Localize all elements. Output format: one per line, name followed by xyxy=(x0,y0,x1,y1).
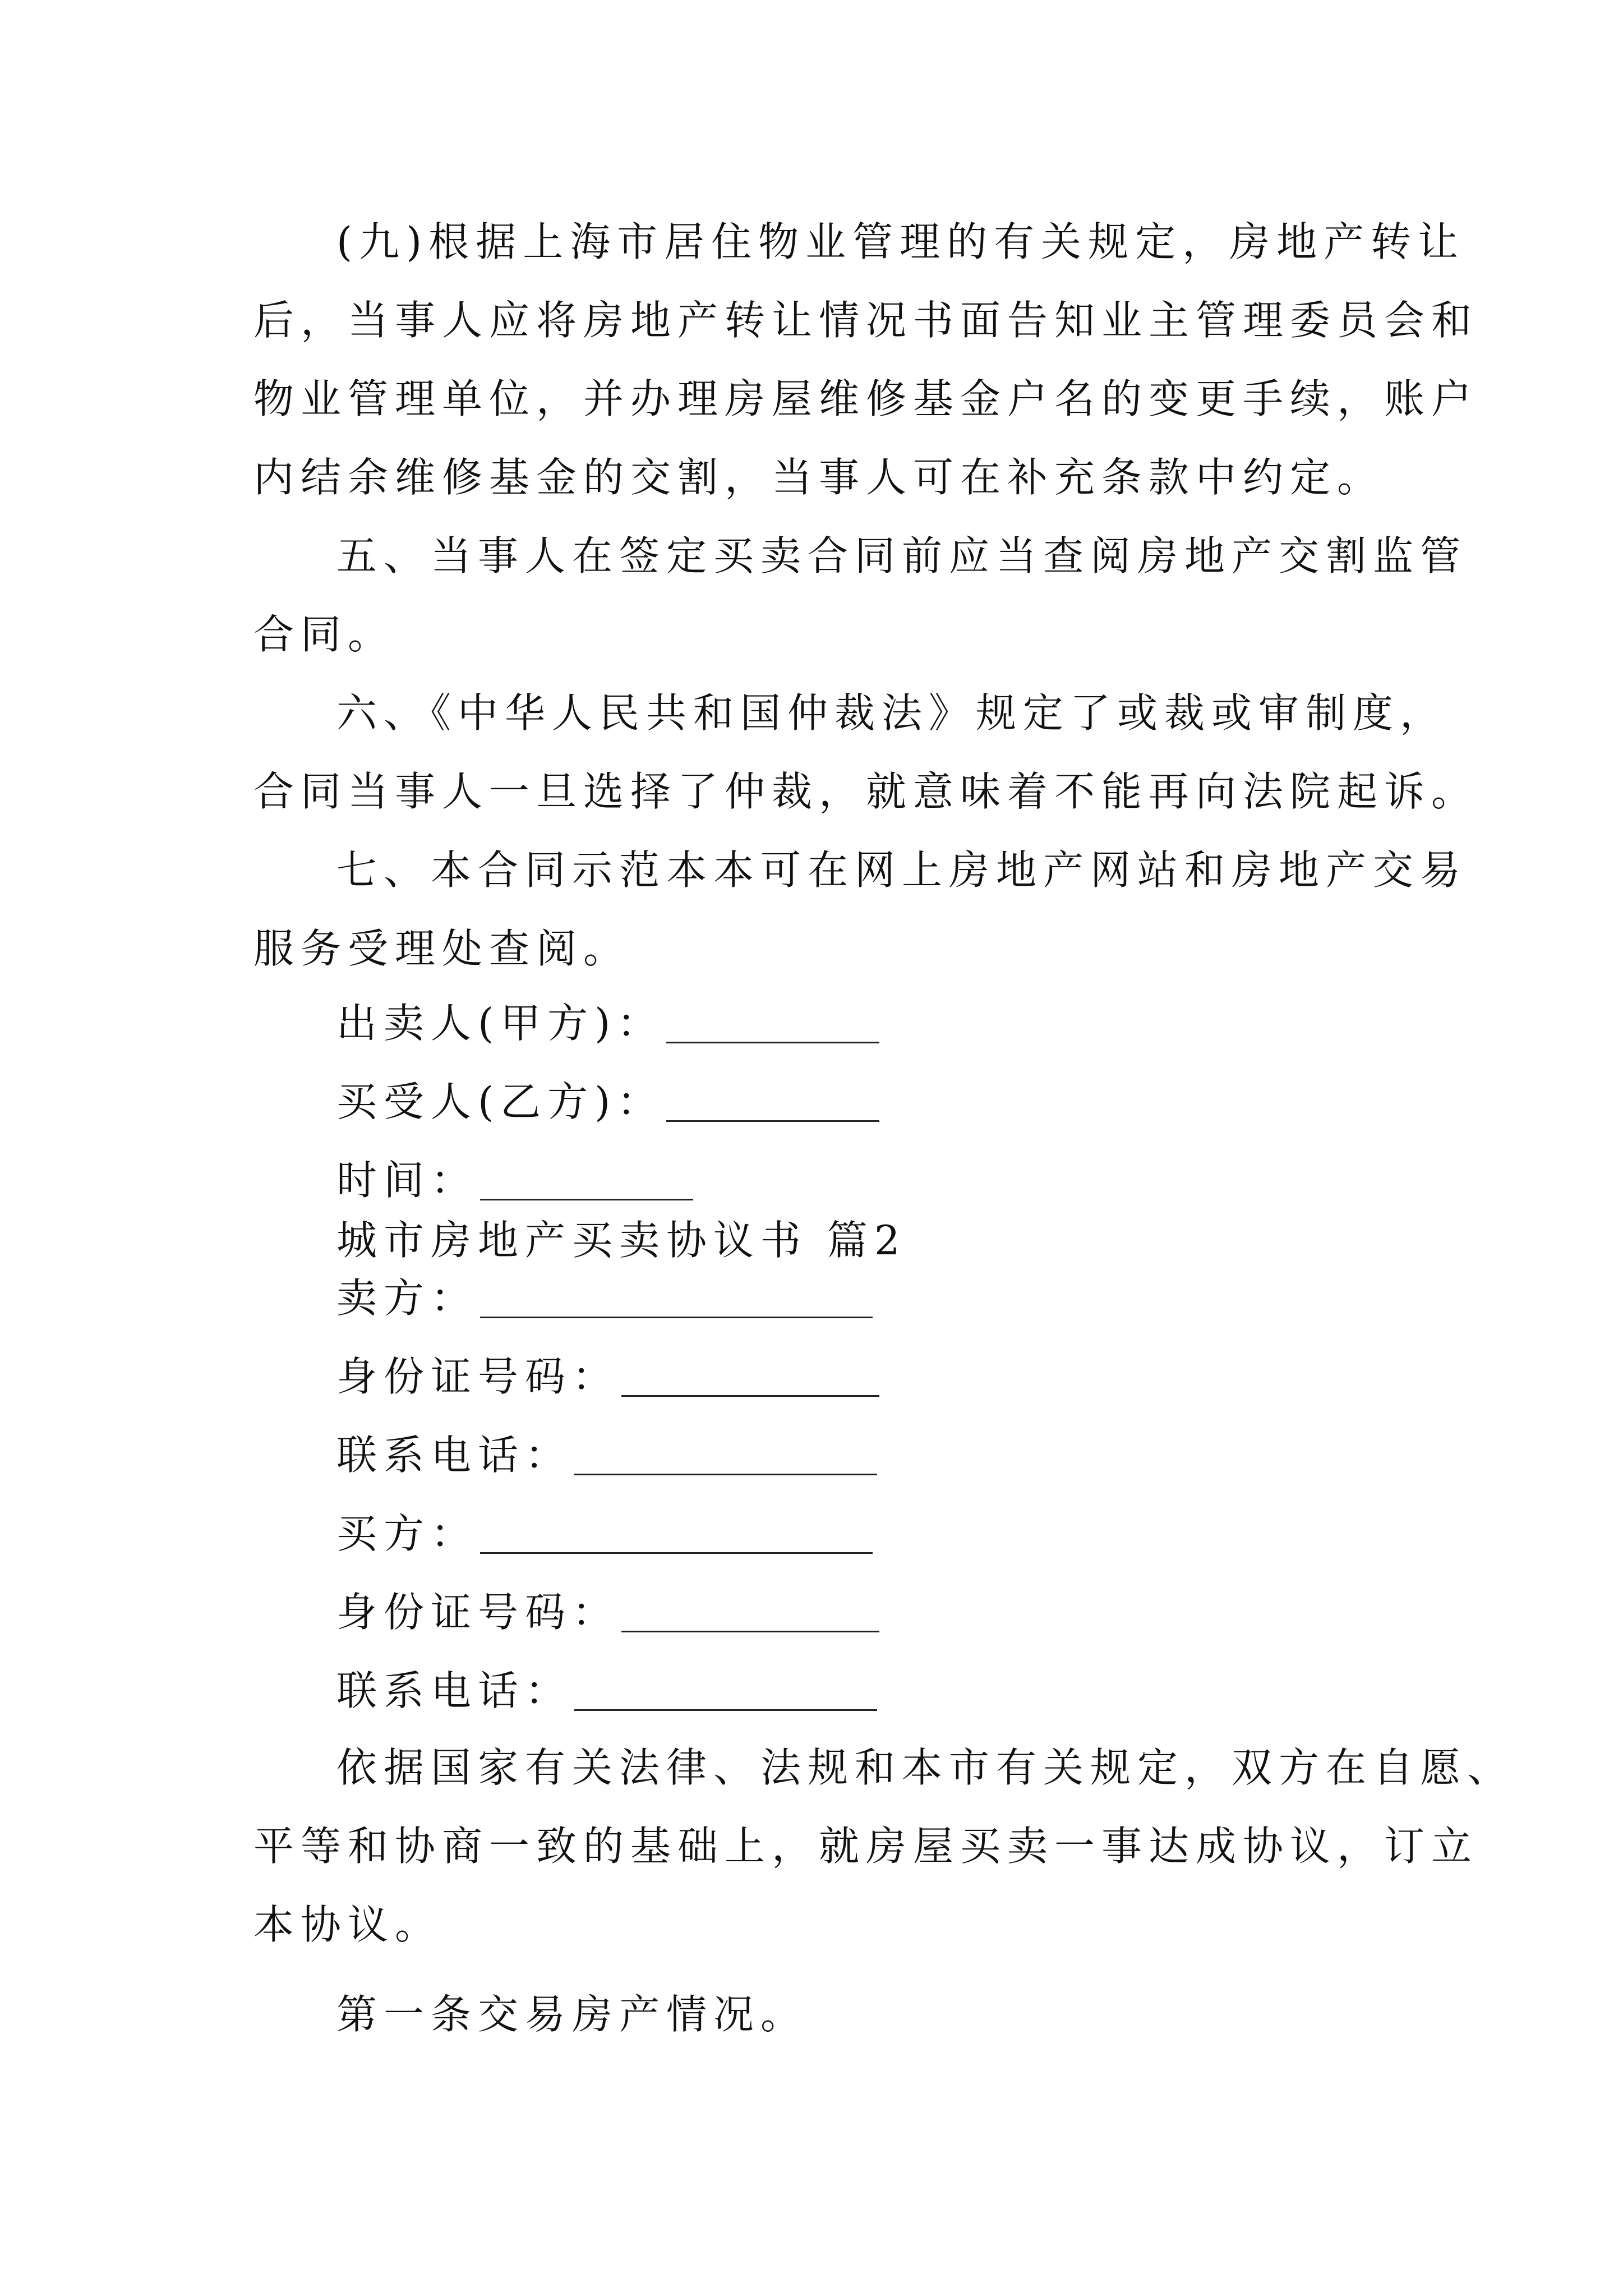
paragraph-line: 内结余维修基金的交割，当事人可在补充条款中约定。 xyxy=(253,454,1385,501)
paragraph-line: 合同当事人一旦选择了仲裁，就意味着不能再向法院起诉。 xyxy=(253,768,1479,815)
signature-field-time xyxy=(336,1150,693,1204)
party-field-seller-phone xyxy=(336,1425,877,1479)
field-label: 买方： xyxy=(336,1510,478,1557)
paragraph-line: 服务受理处查阅。 xyxy=(253,925,631,972)
paragraph-line: 依据国家有关法律、法规和本市有关规定，双方在自愿、 xyxy=(336,1744,1515,1791)
field-label: 身份证号码： xyxy=(336,1589,620,1636)
blank-line[interactable] xyxy=(621,1361,879,1397)
party-field-seller xyxy=(336,1268,873,1322)
field-label: 联系电话： xyxy=(336,1667,573,1714)
blank-line[interactable] xyxy=(574,1676,877,1711)
party-field-seller-id xyxy=(336,1346,879,1400)
section-title: 城市房地产买卖协议书 篇2 xyxy=(336,1217,907,1264)
paragraph-line: 七、本合同示范本本可在网上房地产网站和房地产交易 xyxy=(336,846,1468,894)
field-label: 买受人(乙方)： xyxy=(336,1078,665,1125)
blank-line[interactable] xyxy=(621,1597,879,1632)
field-label: 卖方： xyxy=(336,1274,478,1322)
blank-line[interactable] xyxy=(480,1519,873,1554)
party-field-buyer-id xyxy=(336,1582,879,1636)
signature-field-seller xyxy=(336,993,879,1047)
blank-line[interactable] xyxy=(666,1008,879,1043)
paragraph-line: 六、《中华人民共和国仲裁法》规定了或裁或审制度， xyxy=(336,689,1447,737)
paragraph-line: 后，当事人应将房地产转让情况书面告知业主管理委员会和 xyxy=(253,297,1479,344)
blank-line[interactable] xyxy=(666,1087,879,1122)
paragraph-line: 平等和协商一致的基础上，就房屋买卖一事达成协议，订立 xyxy=(253,1823,1479,1870)
field-label: 时间： xyxy=(336,1157,478,1204)
party-field-buyer-phone xyxy=(336,1660,877,1714)
paragraph-line: 第一条交易房产情况。 xyxy=(336,1991,808,2038)
field-label: 身份证号码： xyxy=(336,1353,620,1400)
paragraph-line: (九)根据上海市居住物业管理的有关规定，房地产转让 xyxy=(336,218,1465,265)
field-label: 联系电话： xyxy=(336,1432,573,1479)
paragraph-line: 物业管理单位，并办理房屋维修基金户名的变更手续，账户 xyxy=(253,375,1479,422)
paragraph-line: 五、当事人在签定买卖合同前应当查阅房地产交割监管 xyxy=(336,532,1468,579)
paragraph-line: 本协议。 xyxy=(253,1901,442,1948)
blank-line[interactable] xyxy=(480,1165,693,1200)
field-label: 出卖人(甲方)： xyxy=(336,1000,665,1047)
party-field-buyer xyxy=(336,1503,873,1557)
blank-line[interactable] xyxy=(574,1440,877,1475)
signature-field-buyer xyxy=(336,1071,879,1125)
paragraph-line: 合同。 xyxy=(253,611,395,658)
blank-line[interactable] xyxy=(480,1283,873,1318)
